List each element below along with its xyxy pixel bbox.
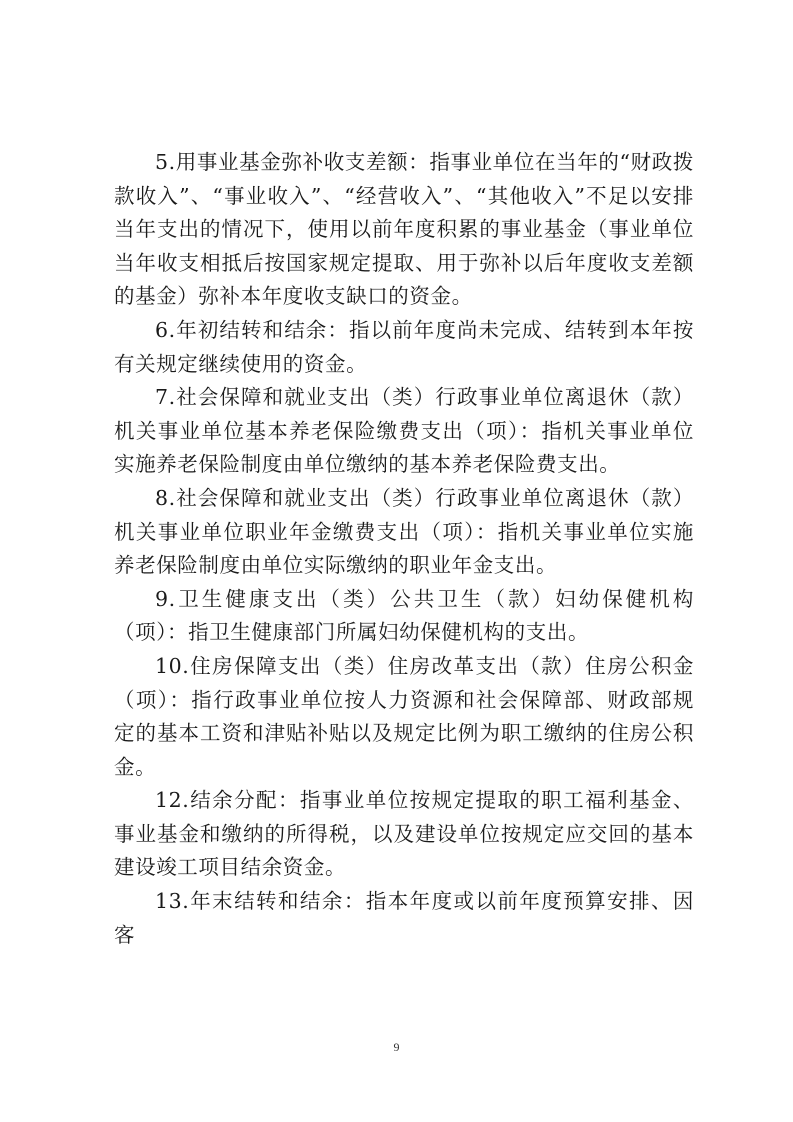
paragraph-item-10: 10.住房保障支出（类）住房改革支出（款）住房公积金（项）：指行政事业单位按人力资源和社会保障部、财政部规定的基本工资和津贴补贴以及规定比例为职工缴纳的住房公积金。 [114, 653, 694, 779]
page-number: 9 [393, 1040, 400, 1054]
paragraph-item-9: 9.卫生健康支出（类）公共卫生（款）妇幼保健机构（项）：指卫生健康部门所属妇幼保健机构的支出。 [114, 586, 694, 645]
paragraph-item-5: 5.用事业基金弥补收支差额：指事业单位在当年的“财政拨款收入”、“事业收入”、“经营收入”、“其他收入”不足以安排当年支出的情况下，使用以前年度积累的事业基金（事业单位当年收支相抵后按国家规定提取、用于弥补以后年度收支差额的基金）弥补本年度收支缺口的资金。 [114, 150, 694, 309]
body-text [114, 146, 694, 952]
paragraph-item-8: 8.社会保障和就业支出（类）行政事业单位离退休（款）机关事业单位职业年金缴费支出（项）：指机关事业单位实施养老保险制度由单位实际缴纳的职业年金支出。 [114, 485, 694, 578]
paragraph-item-7: 7.社会保障和就业支出（类）行政事业单位离退休（款）机关事业单位基本养老保险缴费支出（项）：指机关事业单位实施养老保险制度由单位缴纳的基本养老保险费支出。 [114, 385, 694, 477]
paragraph-item-6: 6.年初结转和结余：指以前年度尚未完成、结转到本年按有关规定继续使用的资金。 [114, 317, 694, 376]
paragraph-item-13: 13.年末结转和结余：指本年度或以前年度预算安排、因客 [114, 889, 694, 947]
paragraph-item-12: 12.结余分配：指事业单位按规定提取的职工福利基金、事业基金和缴纳的所得税，以及建设单位按规定应交回的基本建设竣工项目结余资金。 [114, 788, 694, 880]
